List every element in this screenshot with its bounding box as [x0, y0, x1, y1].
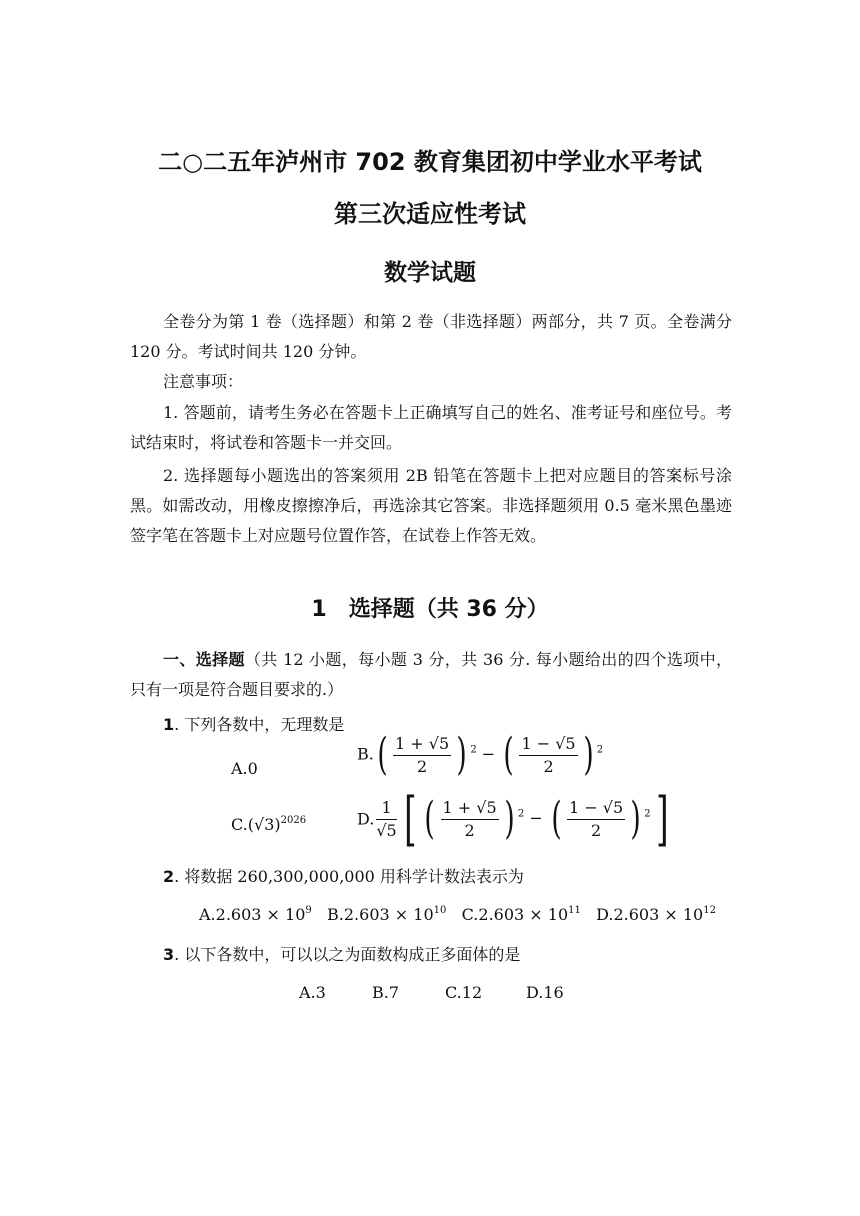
fraction-3 — [441, 798, 499, 841]
option-b-label: B. — [357, 744, 374, 764]
question-1-stem — [163, 712, 344, 735]
question-3-number: 3 — [163, 945, 175, 964]
paren-close: ) — [456, 729, 467, 780]
minus-sign: − — [481, 744, 496, 764]
bracket-close: ] — [655, 785, 669, 853]
question-3-option-b: B.7 — [372, 983, 400, 1002]
part-intro-label: 一、选择题 — [163, 650, 245, 669]
fraction-numerator: 1 − √5 — [567, 798, 625, 820]
part-intro — [130, 645, 732, 705]
question-1-option-d — [357, 785, 673, 853]
fraction-1 — [393, 734, 451, 777]
sqrt-3: √3 — [254, 815, 275, 834]
fraction-denominator: 2 — [416, 756, 428, 776]
fraction-2 — [519, 734, 577, 777]
question-3-stem — [163, 942, 520, 965]
fraction-numerator: 1 + √5 — [393, 734, 451, 756]
question-1-number: 1 — [163, 715, 175, 734]
fraction-denominator: 2 — [464, 820, 475, 840]
instructions-item-1: 1. 答题前，请考生务必在答题卡上正确填写自己的姓名、准考证号和座位号。考试结束时，将试卷和答题卡一并交回。 — [130, 403, 732, 452]
question-2-option-b: $B.2.603 \times 10^{10}$ — [327, 905, 447, 924]
question-3-option-d: D.16 — [526, 983, 564, 1002]
fraction-denominator: √5 — [376, 820, 397, 840]
exponent: 2 — [517, 808, 525, 820]
fraction-numerator: 1 + √5 — [441, 798, 499, 820]
exam-subject-title: 数学试题 — [384, 260, 476, 286]
fraction-coefficient — [376, 798, 396, 841]
exam-title-line2: 第三次适应性考试 — [334, 200, 526, 228]
paren-open: ( — [503, 729, 515, 780]
bracket-open: [ — [403, 785, 417, 853]
question-1-option-c: $C.(√3)^{2026}$ — [231, 815, 307, 834]
instructions-item-2: 2. 选择题每小题选出的答案须用 2B 铅笔在答题卡上把对应题目的答案标号涂黑。如需改动，用橡皮擦擦净后，再选涂其它答案。非选择题须用 0.5 毫米黑色墨迹签字笔在答题卡上对应题号位置作答，在试卷上作答无效。 — [130, 466, 732, 545]
exponent-2026: 2026 — [280, 815, 307, 826]
question-2-text: . 将数据 260,300,000,000 用科学计数法表示为 — [174, 867, 524, 886]
paren-close: ) — [583, 729, 594, 780]
exam-title-line1: 二○二五年泸州市 702 教育集团初中学业水平考试 — [158, 148, 702, 176]
section-title: 选择题（共 36 分） — [348, 597, 549, 622]
fraction-numerator: 1 — [376, 798, 396, 820]
fraction-numerator: 1 − √5 — [519, 734, 577, 756]
question-1-option-b — [357, 729, 604, 780]
paren-close: ) — [630, 793, 641, 844]
option-d-label: D. — [357, 809, 375, 829]
question-2-option-c: $C.2.603 \times 10^{11}$ — [461, 905, 581, 924]
question-2-option-a: $A.2.603 \times 10^9$ — [199, 905, 312, 924]
section-number: 1 — [311, 597, 327, 622]
question-1-option-a: A.0 — [231, 759, 258, 778]
question-2-option-d: $D.2.603 \times 10^{12}$ — [596, 905, 716, 924]
section-heading — [0, 592, 860, 623]
exponent: 2 — [596, 744, 604, 756]
instructions-heading: 注意事项： — [163, 372, 244, 391]
instructions-overview: 全卷分为第 1 卷（选择题）和第 2 卷（非选择题）两部分，共 7 页。全卷满分 120 分。考试时间共 120 分钟。 — [130, 312, 732, 361]
question-3-option-a: A.3 — [299, 983, 326, 1002]
paren-open: ( — [424, 793, 436, 844]
fraction-denominator: 2 — [590, 820, 602, 840]
option-c-label: C. — [231, 815, 248, 834]
question-2-number: 2 — [163, 867, 175, 886]
part-intro-text: （共 12 小题，每小题 3 分，共 36 分. 每小题给出的四个选项中，只有一项是符合题目要求的.） — [130, 650, 732, 699]
exponent: 2 — [644, 808, 651, 820]
question-3-option-c: C.12 — [445, 983, 483, 1002]
paren-close: ) — [504, 793, 515, 844]
question-2-options — [199, 905, 716, 924]
question-3-text: . 以下各数中，可以以之为面数构成正多面体的是 — [174, 945, 521, 964]
paren-open: ( — [377, 729, 388, 780]
question-1-text: . 下列各数中，无理数是 — [174, 715, 345, 734]
minus-sign: − — [529, 808, 543, 828]
exponent: 2 — [470, 744, 477, 756]
question-2-stem — [163, 864, 524, 887]
paren-open: ( — [551, 793, 562, 844]
fraction-4 — [567, 798, 625, 841]
fraction-denominator: 2 — [543, 756, 554, 776]
